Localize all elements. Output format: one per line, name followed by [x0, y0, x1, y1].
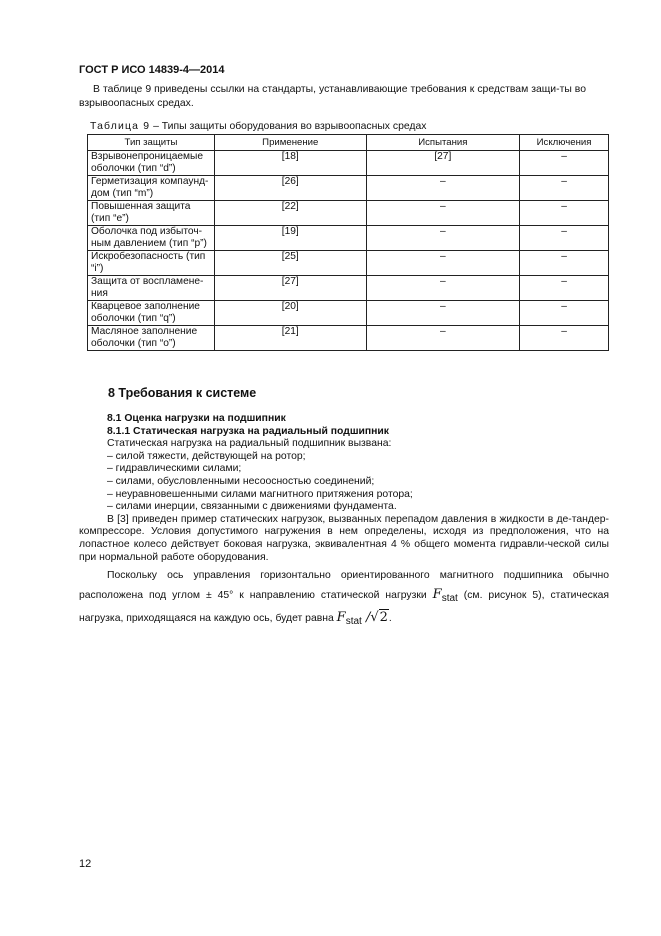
section-title: 8 Требования к системе: [108, 386, 257, 400]
table-row: [88, 201, 609, 226]
list-item: – силами инерции, связанными с движениями фундамента.: [107, 501, 397, 513]
cell-type: Оболочка под избыточ-ным давлением (тип “p”): [88, 226, 215, 251]
table-row: [88, 151, 609, 176]
cell-tests: –: [366, 176, 520, 201]
f-letter: F: [432, 587, 442, 603]
axis-text-b: к направлению статической нагрузки: [239, 590, 427, 602]
header-exceptions: Исключения: [520, 135, 609, 151]
table-row: [88, 276, 609, 301]
table-header-row: [88, 135, 609, 151]
header-protection-type: Тип защиты: [88, 135, 215, 151]
axis-text-c: (см. рисунок 5), статическая нагрузка, приходящаяся на каждую ось, будет равна: [79, 590, 609, 625]
standard-header: ГОСТ Р ИСО 14839-4—2014: [79, 64, 225, 76]
subsection-title: 8.1 Оценка нагрузки на подшипник: [107, 413, 286, 424]
cell-tests: [27]: [366, 151, 520, 176]
cell-exceptions: –: [520, 151, 609, 176]
load-per-axis-formula: [336, 610, 389, 628]
cell-exceptions: –: [520, 251, 609, 276]
cell-type: Взрывонепроницаемые оболочки (тип “d”): [88, 151, 215, 176]
table-caption: [90, 121, 426, 132]
angle-value: ± 45°: [205, 590, 234, 602]
cell-application: [21]: [214, 326, 366, 351]
f-subscript: stat: [441, 593, 458, 605]
sqrt-argument: 2: [379, 610, 388, 626]
f-letter: F: [336, 610, 346, 626]
table-caption-label: Таблица 9: [90, 121, 151, 132]
cell-type: Кварцевое заполнение оболочки (тип “q”): [88, 301, 215, 326]
sqrt-icon: /√2: [361, 610, 388, 626]
cell-type: Искробезопасность (тип “i”): [88, 251, 215, 276]
table-caption-title: – Типы защиты оборудования во взрывоопасных средах: [150, 121, 427, 132]
cell-type: Защита от воспламене-ния: [88, 276, 215, 301]
cell-exceptions: –: [520, 326, 609, 351]
cell-application: [25]: [214, 251, 366, 276]
list-item: – силой тяжести, действующей на ротор;: [107, 450, 306, 462]
table-row: [88, 226, 609, 251]
cell-application: [27]: [214, 276, 366, 301]
example-paragraph: В [3] приведен пример статических нагрузок, вызванных перепадом давления в жидкости в де-тандер-компрессоре. Условия допустимого нагружения в нем определены, исходя из предположения, что на лопастное колесо действует боковая нагрузка, эквивалентная 4 % общего момента гидравли-ческой силы при нормальной работе оборудования.: [79, 513, 609, 563]
cell-application: [26]: [214, 176, 366, 201]
table-row: [88, 251, 609, 276]
axis-text-end: .: [388, 613, 392, 625]
load-causes-list: [79, 451, 609, 514]
cell-application: [19]: [214, 226, 366, 251]
page-number: 12: [79, 858, 92, 870]
cell-type: Герметизация компаунд-дом (тип “m”): [88, 176, 215, 201]
axis-text-a: Поскольку ось управления горизонтально ориентированного магнитного подшипника обычно расположена под углом: [79, 570, 609, 602]
cell-tests: –: [366, 276, 520, 301]
intro-paragraph: [79, 83, 586, 111]
header-application: Применение: [214, 135, 366, 151]
protection-types-table: [87, 134, 609, 351]
cell-application: [20]: [214, 301, 366, 326]
intro-text: В таблице 9 приведены ссылки на стандарты, устанавливающие требования к средствам защи-ты во взрывоопасных средах.: [79, 84, 586, 109]
section-body: [79, 413, 609, 631]
table-row: [88, 301, 609, 326]
list-item: – силами, обусловленными несоосностью соединений;: [107, 475, 375, 487]
f-stat-symbol: [432, 587, 458, 605]
cell-exceptions: –: [520, 226, 609, 251]
cell-type: Повышенная защита (тип “e”): [88, 201, 215, 226]
cell-tests: –: [366, 251, 520, 276]
cell-type: Масляное заполнение оболочки (тип “o”): [88, 326, 215, 351]
cell-exceptions: –: [520, 301, 609, 326]
cell-tests: –: [366, 301, 520, 326]
cell-exceptions: –: [520, 176, 609, 201]
subsubsection-title: 8.1.1 Статическая нагрузка на радиальный подшипник: [107, 425, 390, 437]
cell-tests: –: [366, 201, 520, 226]
cell-exceptions: –: [520, 201, 609, 226]
cell-application: [22]: [214, 201, 366, 226]
table-row: [88, 326, 609, 351]
axis-paragraph: [79, 566, 609, 631]
table-row: [88, 176, 609, 201]
cell-application: [18]: [214, 151, 366, 176]
cell-tests: –: [366, 226, 520, 251]
cell-exceptions: –: [520, 276, 609, 301]
load-lead-text: Статическая нагрузка на радиальный подшипник вызвана:: [107, 438, 392, 450]
header-tests: Испытания: [366, 135, 520, 151]
list-item: – гидравлическими силами;: [107, 463, 242, 475]
list-item: – неуравновешенными силами магнитного притяжения ротора;: [107, 488, 413, 500]
cell-tests: –: [366, 326, 520, 351]
f-subscript: stat: [345, 616, 362, 628]
